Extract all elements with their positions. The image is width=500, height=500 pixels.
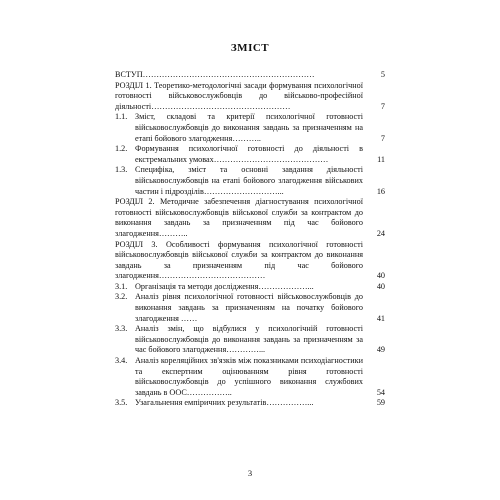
toc-entry-page: 24	[376, 228, 385, 238]
page-number: 3	[247, 468, 253, 478]
toc-entry-text: Аналіз рівня психологічної готовності військовослужбовців до виконання завдань за призначенням на початку бойового злагодження ……	[135, 292, 363, 323]
toc-entry-page: 7	[380, 133, 385, 143]
toc-entry-page: 59	[376, 398, 385, 408]
toc-entry	[115, 324, 385, 356]
toc-entry	[115, 282, 385, 293]
toc-entry-number: 1.2.	[115, 144, 128, 154]
toc-entry-text: РОЗДІЛ 3. Особливості формування психологічної готовності військовослужбовців військової служби за контрактом до виконання завдань за призначенням під час бойового злагодження…………………………………	[115, 239, 363, 281]
toc-entry-text: РОЗДІЛ 2. Методичне забезпечення діагностування психологічної готовності військовослужбовців військової служби за контрактом до виконання завдань за призначенням під час бойового злагодження………..	[115, 197, 363, 238]
toc-entry-number: 3.2.	[115, 292, 128, 302]
toc-entry-text: ВСТУП………………………………………………………	[115, 70, 315, 79]
toc-entry-number: 3.1.	[115, 281, 128, 291]
page-title: ЗМІСТ	[230, 42, 270, 54]
toc-entry-number: 3.4.	[115, 356, 128, 366]
toc-entry-page: 11	[377, 154, 385, 164]
toc-entry	[115, 70, 385, 81]
toc-entry-text: Зміст, складові та критерії психологічної готовності військовослужбовців до виконання завдань за призначенням на етапі бойового злагодження………..	[135, 112, 363, 143]
toc-entry-page: 16	[376, 186, 385, 196]
toc-entry-number: 3.3.	[115, 324, 128, 334]
toc-entry	[115, 165, 385, 197]
toc-entry-text: Аналіз кореляційних зв'язків між показниками психодіагностики та експертним оцінюванням рівня готовності військовослужбовців до успішного виконання службових завдань в ООС……………..	[135, 356, 363, 397]
toc-entry-page: 7	[380, 101, 385, 111]
toc-entry	[115, 398, 385, 409]
toc-entry-text: РОЗДІЛ 1. Теоретико-методологічні засади формування психологічної готовності військовослужбовців до військово-професійної діяльності……………………………………………	[115, 80, 363, 111]
toc-entry-text: Специфіка, зміст та основні завдання діяльності військовослужбовців на етапі бойового злагодження військових частин і підрозділів………………………...	[135, 165, 363, 196]
toc-entry	[115, 144, 385, 165]
toc-entry-page: 49	[376, 345, 385, 355]
toc-entry	[115, 197, 385, 239]
toc-entry	[115, 81, 385, 113]
toc-entry-text: Організація та методи дослідження………………...	[135, 281, 314, 291]
toc-entry-text: Узагальнення емпіричних результатів……………...	[135, 398, 314, 408]
toc-entry-page: 40	[376, 271, 385, 281]
toc-entry-text: Формування психологічної готовності до діяльності в екстремальних умовах……………………………………	[135, 144, 363, 164]
toc-entry-number: 3.5.	[115, 398, 128, 408]
toc-entry-page: 40	[376, 281, 385, 291]
toc-entry	[115, 356, 385, 398]
toc-entry-number: 1.3.	[115, 165, 128, 175]
toc-entry-page: 54	[376, 387, 385, 397]
toc-entry	[115, 240, 385, 282]
table-of-contents	[115, 70, 385, 409]
toc-entry-text: Аналіз змін, що відбулися у психологічній готовності військовослужбовців до виконання завдань за призначенням за час бойового злагодження…………...	[135, 324, 363, 355]
toc-entry	[115, 292, 385, 324]
toc-entry-page: 5	[380, 70, 385, 79]
toc-entry-page: 41	[376, 313, 385, 323]
toc-entry	[115, 112, 385, 144]
toc-entry-number: 1.1.	[115, 112, 128, 122]
